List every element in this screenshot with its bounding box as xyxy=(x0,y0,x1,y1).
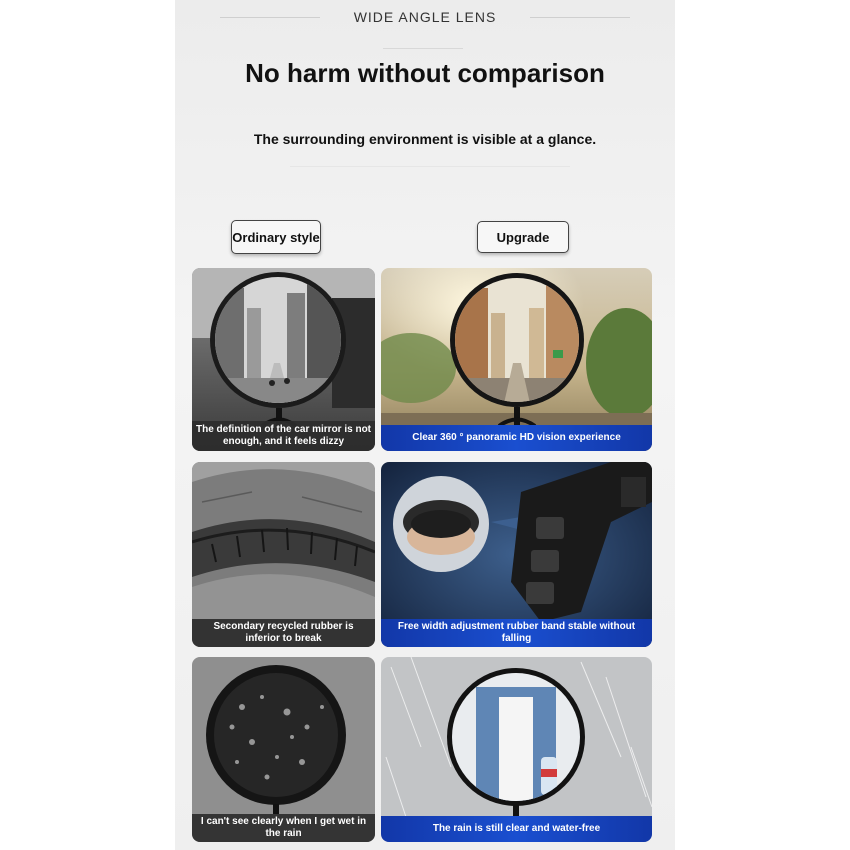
ordinary-caption-2: Secondary recycled rubber is inferior to break xyxy=(192,619,375,647)
upgrade-mirror-vision-image xyxy=(381,268,652,451)
upgrade-caption-3: The rain is still clear and water-free xyxy=(381,816,652,842)
decorative-divider xyxy=(290,166,570,167)
ordinary-style-label: Ordinary style xyxy=(231,220,321,254)
ordinary-rain-mirror-image xyxy=(192,657,375,842)
upgrade-caption-1: Clear 360 ° panoramic HD vision experience xyxy=(381,425,652,451)
section-divider xyxy=(383,48,463,49)
upgrade-label: Upgrade xyxy=(477,221,569,253)
subheadline: The surrounding environment is visible at a glance. xyxy=(253,131,597,147)
product-detail-panel xyxy=(175,0,675,850)
ordinary-rubber-image xyxy=(192,462,375,647)
upgrade-caption-2: Free width adjustment rubber band stable without falling xyxy=(381,619,652,647)
color-city-mirror-illustration xyxy=(381,268,652,451)
clear-mirror-rain-illustration xyxy=(381,657,652,842)
upgrade-rubber-band-image xyxy=(381,462,652,647)
ordinary-caption-3: I can't see clearly when I get wet in the rain xyxy=(192,814,375,842)
headline: No harm without comparison xyxy=(245,58,605,88)
ordinary-caption-1: The definition of the car mirror is not enough, and it feels dizzy xyxy=(192,421,375,451)
section-label: WIDE ANGLE LENS xyxy=(353,9,497,25)
ordinary-mirror-vision-image xyxy=(192,268,375,451)
upgrade-rain-mirror-image xyxy=(381,657,652,842)
